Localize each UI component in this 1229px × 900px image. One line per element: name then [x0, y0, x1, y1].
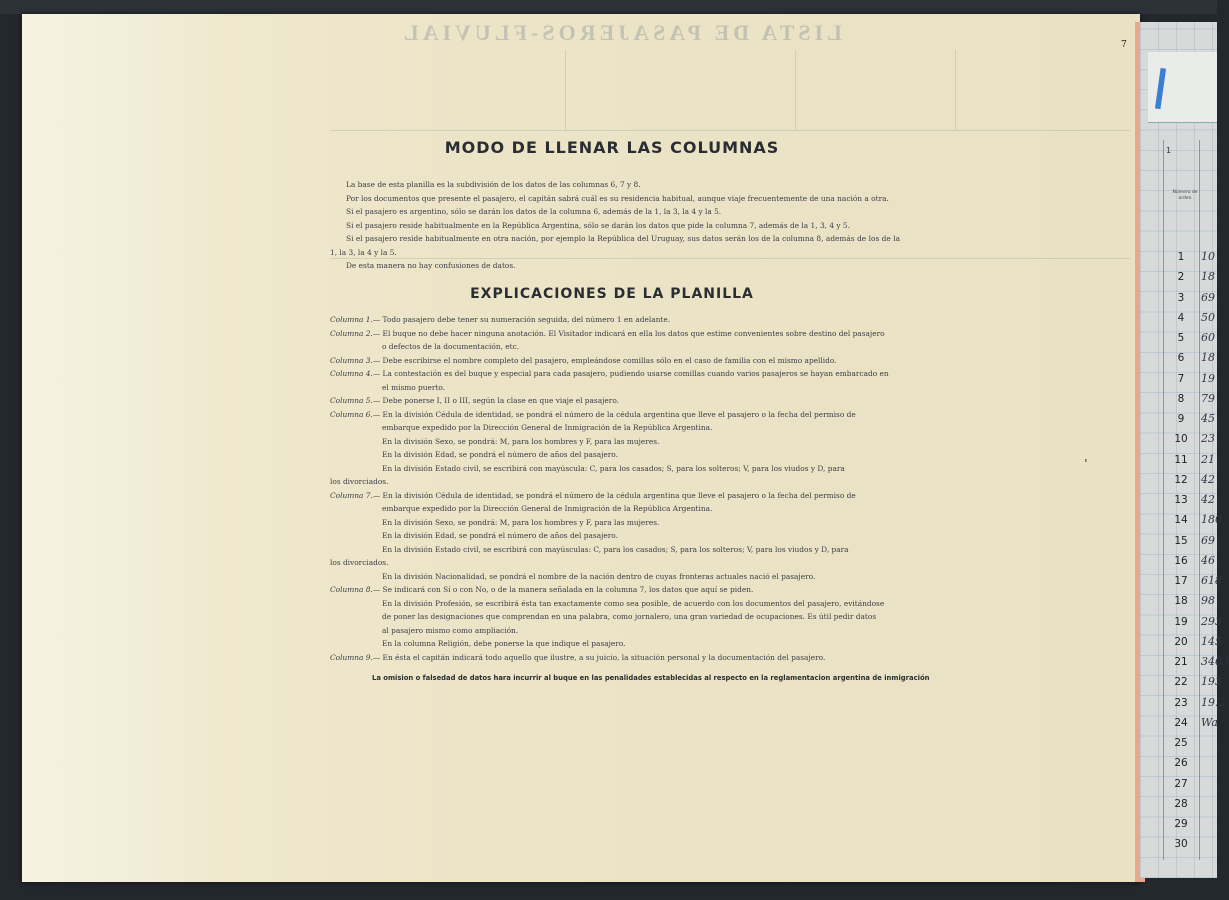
bleed-through-title: LISTA DE PASAJEROS-FLUVIAL: [400, 20, 842, 45]
column-text: o defectos de la documentación, etc.: [382, 342, 520, 351]
intro-line: Si el pasajero reside habitualmente en otra nación, por ejemplo la República del Uruguay, sus datos serán los de la columna 8, además de los de la 1, la 3, la 4 y la 5.: [330, 234, 900, 257]
column-entry: [330, 354, 900, 368]
column-text: En la división Edad, se pondrá el número de años del pasajero.: [382, 531, 618, 540]
column-label: Columna 1.: [330, 315, 373, 324]
row-number: 18: [1174, 595, 1188, 608]
column-text: los divorciados.: [330, 558, 389, 567]
row-number: 24: [1174, 716, 1188, 729]
handwritten-value: 42: [1201, 472, 1215, 486]
row-number: 22: [1174, 676, 1188, 689]
row-number: 12: [1174, 473, 1188, 486]
row-number: 30: [1174, 838, 1188, 851]
column-label: Columna 7.: [330, 490, 373, 500]
handwritten-value: 69: [1201, 533, 1215, 547]
row-number: 11: [1174, 453, 1188, 466]
column-text: — El buque no debe hacer ninguna anotación. El Visitador indicará en ella los datos que estime convenientes sobre destino del pasajero: [372, 328, 885, 338]
column-entry: [330, 651, 900, 665]
column-entry: [330, 394, 900, 408]
column-label: Columna 6.: [330, 409, 373, 419]
column-text: los divorciados.: [330, 477, 389, 486]
handwritten-value: 42: [1201, 493, 1215, 506]
column-label: Columna 5.: [330, 396, 373, 405]
column-explanations: [330, 313, 900, 664]
row-number: 7: [1177, 372, 1185, 385]
column-label: Columna 3.: [330, 355, 373, 365]
heading-modo-de-llenar: MODO DE LLENAR LAS COLUMNAS: [444, 138, 780, 157]
row-number: 2: [1177, 271, 1185, 284]
column-text: — Debe ponerse I, II o III, según la clase en que viaje el pasajero.: [372, 396, 619, 405]
column-number: 1: [1166, 146, 1172, 155]
bleed-through-rule: [565, 50, 566, 130]
column-text: — La contestación es del buque y especial para cada pasajero, pudiendo usarse comillas cuando varios pasajeros se hayan embarcado en: [372, 369, 889, 378]
facing-page: [1140, 22, 1217, 878]
handwritten-value: 19: [1201, 371, 1215, 385]
row-number: 23: [1174, 696, 1188, 709]
intro-paragraphs: [330, 178, 900, 273]
column-entry: [330, 489, 900, 503]
row-number: 5: [1177, 332, 1185, 344]
row-number: 20: [1174, 635, 1188, 648]
bleed-through-rule: [955, 50, 956, 130]
column-text: En la división Sexo, se pondrá: M, para los hombres y F, para las mujeres.: [382, 436, 660, 446]
handwritten-value: 19.2: [1201, 695, 1226, 709]
column-text: — En la división Cédula de identidad, se pondrá el número de la cédula argentina que lleve el pasajero o la fecha del permiso de: [372, 490, 856, 500]
handwritten-value: 145: [1201, 634, 1222, 648]
intro-line: Si el pasajero reside habitualmente en la República Argentina, sólo se darán los datos que pide la columna 7, además de la 1, 3, 4 y 5.: [346, 220, 850, 230]
row-number: 21: [1174, 656, 1188, 668]
row-number: 14: [1174, 514, 1188, 527]
handwritten-value: 46: [1201, 553, 1215, 567]
handwritten-value: 45: [1201, 412, 1215, 425]
column-rule: [1199, 140, 1200, 860]
column-entry: [330, 327, 900, 341]
row-number: 25: [1174, 737, 1188, 749]
intro-line: De esta manera no hay confusiones de datos.: [346, 261, 516, 270]
handwritten-value: 98: [1201, 594, 1215, 608]
column-text: de poner las designaciones que comprendan en una palabra, como jornalero, una gran variedad de ocupaciones. Es útil pedir datos: [382, 612, 877, 621]
row-number: 6: [1177, 352, 1185, 365]
row-number: 4: [1177, 311, 1185, 324]
column-text: — Todo pasajero debe tener su numeración seguida, del número 1 en adelante.: [372, 315, 671, 324]
handwritten-value: 21: [1201, 452, 1215, 466]
column-text: En la división Profesión, se escribirá ésta tan exactamente como sea posible, de acuerdo con los documentos del pasajero, evitándose: [382, 598, 885, 608]
column-subheading: Número de orden: [1172, 190, 1198, 201]
handwritten-value: 180: [1201, 513, 1222, 527]
row-number: 9: [1177, 413, 1185, 425]
column-text: — En la división Cédula de identidad, se pondrá el número de la cédula argentina que lleve el pasajero o la fecha del permiso de: [372, 409, 856, 419]
row-number: 19: [1174, 615, 1188, 628]
column-label: Columna 9.: [330, 652, 373, 662]
handwritten-value: 79: [1201, 391, 1215, 405]
column-text: el mismo puerto.: [382, 382, 446, 392]
column-label: Columna 8.: [330, 585, 373, 594]
column-text: — En ésta el capitán indicará todo aquello que ilustre, a su juicio, la situación personal y la documentación del pasajero.: [372, 652, 826, 662]
column-entry: [330, 583, 900, 597]
row-number: 10: [1174, 433, 1188, 446]
intro-line: Por los documentos que presente el pasajero, el capitán sabrá cuál es su residencia habitual, aunque viaje frecuentemente de una nación a otra.: [346, 193, 889, 203]
row-number: 8: [1177, 392, 1185, 405]
column-text: al pasajero mismo como ampliación.: [382, 625, 519, 635]
handwritten-value: Wa: [1201, 715, 1218, 729]
column-text: En la división Edad, se pondrá el número de años del pasajero.: [382, 450, 618, 459]
column-text: embarque expedido por la Dirección General de Inmigración de la República Argentina.: [382, 423, 713, 432]
column-text: En la división Nacionalidad, se pondrá el nombre de la nación dentro de cuyas fronteras actuales nació el pasajero.: [382, 571, 816, 581]
row-number: 1: [1177, 251, 1185, 263]
scanner-backdrop: [0, 0, 1217, 14]
class-mark: I: [1147, 57, 1173, 124]
column-entry: [330, 367, 900, 381]
intro-line: La base de esta planilla es la subdivisión de los datos de las columnas 6, 7 y 8.: [346, 180, 641, 189]
bleed-through-rule: [795, 50, 796, 130]
handwritten-value: 618: [1201, 574, 1222, 587]
penalty-warning: La omision o falsedad de datos hara incurrir al buque en las penalidades establecidas al respecto en la reglamentacion argentina de inmigración: [372, 674, 930, 682]
row-number: 13: [1174, 494, 1188, 506]
column-text: — Debe escribirse el nombre completo del pasajero, empleándose comillas sólo en el caso de familia con el mismo apellido.: [372, 355, 837, 365]
handwritten-value: 50: [1201, 310, 1215, 324]
corner-mark: 7: [1121, 40, 1127, 50]
column-label: Columna 2.: [330, 328, 373, 338]
handwritten-value: 10: [1201, 250, 1215, 263]
column-text: En la división Estado civil, se escribirá con mayúscula: C, para los casados; S, para los solteros; V, para los viudos y D, para: [382, 463, 845, 473]
handwritten-value: 18: [1201, 270, 1215, 284]
row-number: 27: [1174, 777, 1188, 790]
heading-explicaciones: EXPLICACIONES DE LA PLANILLA: [470, 286, 754, 302]
row-number: 26: [1174, 757, 1188, 770]
handwritten-value: 69: [1201, 290, 1215, 304]
handwritten-value: 293: [1201, 614, 1222, 628]
column-label: Columna 4.: [330, 369, 373, 378]
intro-line: Si el pasajero es argentino, sólo se darán los datos de la columna 6, además de la 1, la 3, la 4 y la 5.: [346, 207, 722, 216]
row-number: 16: [1174, 554, 1188, 567]
row-number: 29: [1174, 818, 1188, 830]
column-text: — Se indicará con Sí o con No, o de la manera señalada en la columna 7, los datos que aquí se piden.: [372, 585, 754, 594]
handwritten-value: 23: [1201, 432, 1215, 446]
column-text: En la división Sexo, se pondrá: M, para los hombres y F, para las mujeres.: [382, 517, 660, 527]
row-number: 15: [1174, 534, 1188, 547]
column-entry: [330, 313, 900, 327]
column-text: En la división Estado civil, se escribirá con mayúsculas: C, para los casados; S, para los solteros; V, para los viudos y D, para: [382, 544, 849, 554]
row-number: 17: [1174, 575, 1188, 587]
handwritten-value: 3463: [1201, 655, 1229, 668]
bleed-through-rule: [330, 130, 1130, 131]
row-number: 3: [1177, 291, 1185, 304]
row-number: 28: [1174, 797, 1188, 810]
column-entry: [330, 408, 900, 422]
column-text: embarque expedido por la Dirección General de Inmigración de la República Argentina.: [382, 504, 713, 513]
handwritten-value: 18: [1201, 351, 1215, 365]
column-text: En la columna Religión, debe ponerse la que indique el pasajero.: [382, 639, 626, 648]
handwritten-value: 193: [1201, 675, 1222, 689]
handwritten-value: 60: [1201, 331, 1215, 344]
